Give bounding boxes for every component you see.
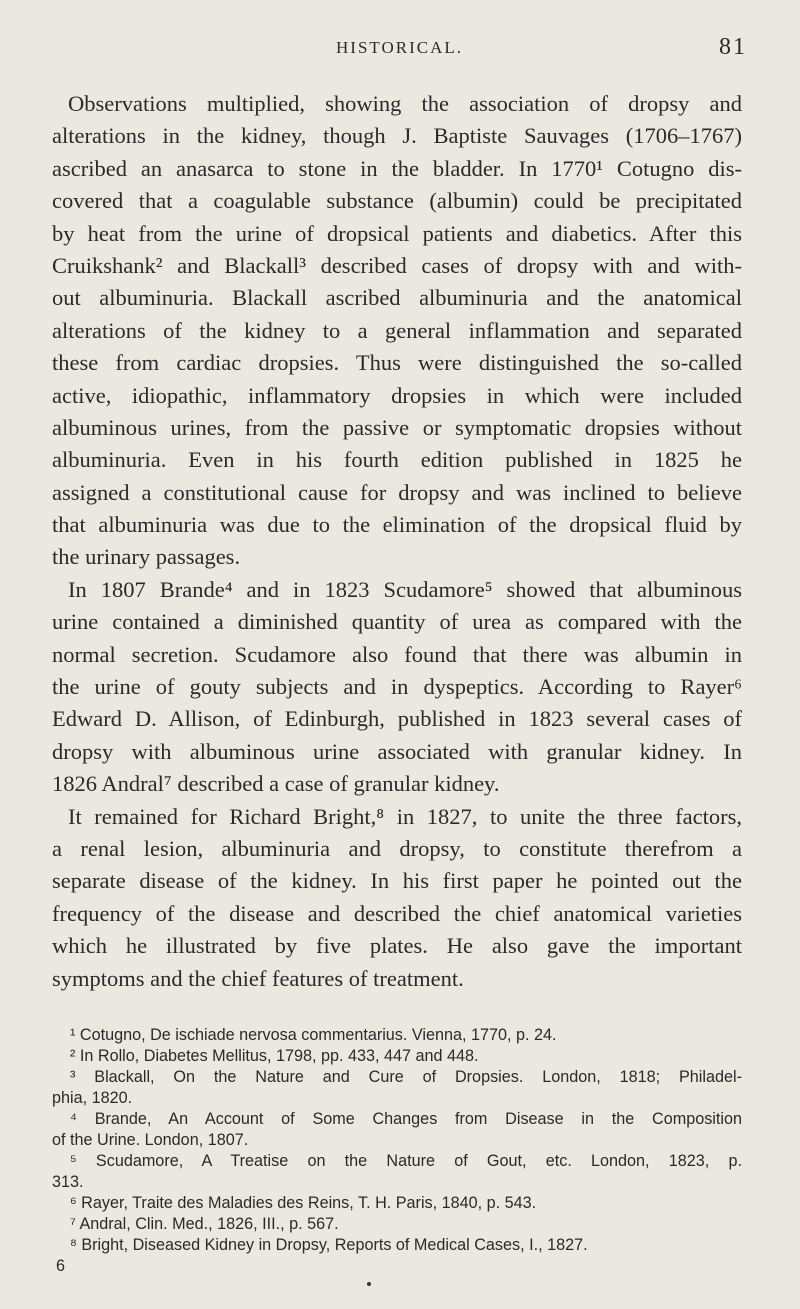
footnote-line: ² In Rollo, Diabetes Mellitus, 1798, pp. 433, 447 and 448. bbox=[70, 1047, 479, 1065]
page-number: 81 bbox=[719, 34, 747, 60]
text-line: the urine of gouty subjects and in dyspeptics. According to Rayer⁶ bbox=[52, 674, 742, 700]
footnote-line: phia, 1820. bbox=[52, 1089, 133, 1107]
footnote-line: ⁵ Scudamore, A Treatise on the Nature of Gout, etc. London, 1823, p. bbox=[70, 1152, 742, 1170]
text-line: symptoms and the chief features of treatment. bbox=[52, 965, 464, 991]
text-line: Edward D. Allison, of Edinburgh, published in 1823 several cases of bbox=[52, 706, 742, 732]
text-line: alterations of the kidney to a general inflammation and separated bbox=[52, 317, 742, 343]
text-line: dropsy with albuminous urine associated with granular kidney. In bbox=[52, 738, 742, 764]
text-line: covered that a coagulable substance (albumin) could be precipitated bbox=[52, 188, 742, 214]
page-header bbox=[52, 36, 747, 66]
text-line: active, idiopathic, inflammatory dropsies in which were included bbox=[52, 382, 742, 408]
text-line: the urinary passages. bbox=[52, 544, 241, 570]
text-line: albuminuria. Even in his fourth edition published in 1825 he bbox=[52, 447, 742, 473]
text-line: It remained for Richard Bright,⁸ in 1827, to unite the three factors, bbox=[68, 803, 742, 829]
footnote-line: of the Urine. London, 1807. bbox=[52, 1131, 249, 1149]
text-line: these from cardiac dropsies. Thus were distinguished the so-called bbox=[52, 350, 742, 376]
signature-mark: 6 bbox=[56, 1257, 66, 1275]
ink-dot bbox=[367, 1282, 371, 1286]
running-head: HISTORICAL. bbox=[336, 38, 463, 57]
text-line: frequency of the disease and described the chief anatomical varieties bbox=[52, 900, 742, 926]
text-line: Observations multiplied, showing the association of dropsy and bbox=[68, 91, 742, 116]
text-line: that albuminuria was due to the elimination of the dropsical fluid by bbox=[52, 512, 742, 538]
text-line: Cruikshank² and Blackall³ described cases of dropsy with and with- bbox=[52, 252, 742, 278]
footnote-line: ¹ Cotugno, De ischiade nervosa commentarius. Vienna, 1770, p. 24. bbox=[70, 1026, 557, 1044]
text-line: albuminous urines, from the passive or symptomatic dropsies without bbox=[52, 414, 742, 440]
text-line: assigned a constitutional cause for dropsy and was inclined to believe bbox=[52, 479, 742, 505]
main-text bbox=[52, 88, 742, 995]
footnote-line: ⁷ Andral, Clin. Med., 1826, III., p. 567. bbox=[70, 1215, 339, 1233]
footnote-line: 313. bbox=[52, 1173, 84, 1191]
text-line: a renal lesion, albuminuria and dropsy, to constitute therefrom a bbox=[52, 835, 742, 861]
footnote-line: ⁸ Bright, Diseased Kidney in Dropsy, Reports of Medical Cases, I., 1827. bbox=[70, 1236, 588, 1254]
footnote-line: ⁶ Rayer, Traite des Maladies des Reins, T. H. Paris, 1840, p. 543. bbox=[70, 1194, 537, 1212]
footnotes bbox=[52, 1025, 742, 1277]
text-line: In 1807 Brande⁴ and in 1823 Scudamore⁵ showed that albuminous bbox=[68, 576, 742, 602]
text-line: 1826 Andral⁷ described a case of granular kidney. bbox=[52, 771, 500, 797]
text-line: which he illustrated by five plates. He also gave the important bbox=[52, 933, 742, 959]
text-line: by heat from the urine of dropsical patients and diabetics. After this bbox=[52, 220, 742, 246]
footnote-line: ⁴ Brande, An Account of Some Changes from Disease in the Composition bbox=[70, 1110, 742, 1128]
footnote-line: ³ Blackall, On the Nature and Cure of Dropsies. London, 1818; Philadel- bbox=[70, 1068, 742, 1086]
text-line: alterations in the kidney, though J. Baptiste Sauvages (1706–1767) bbox=[52, 123, 742, 149]
text-line: urine contained a diminished quantity of urea as compared with the bbox=[52, 609, 742, 635]
text-line: normal secretion. Scudamore also found that there was albumin in bbox=[52, 641, 742, 667]
text-line: ascribed an anasarca to stone in the bladder. In 1770¹ Cotugno dis- bbox=[52, 155, 742, 181]
text-line: separate disease of the kidney. In his first paper he pointed out the bbox=[52, 868, 742, 894]
text-line: out albuminuria. Blackall ascribed albuminuria and the anatomical bbox=[52, 285, 742, 311]
